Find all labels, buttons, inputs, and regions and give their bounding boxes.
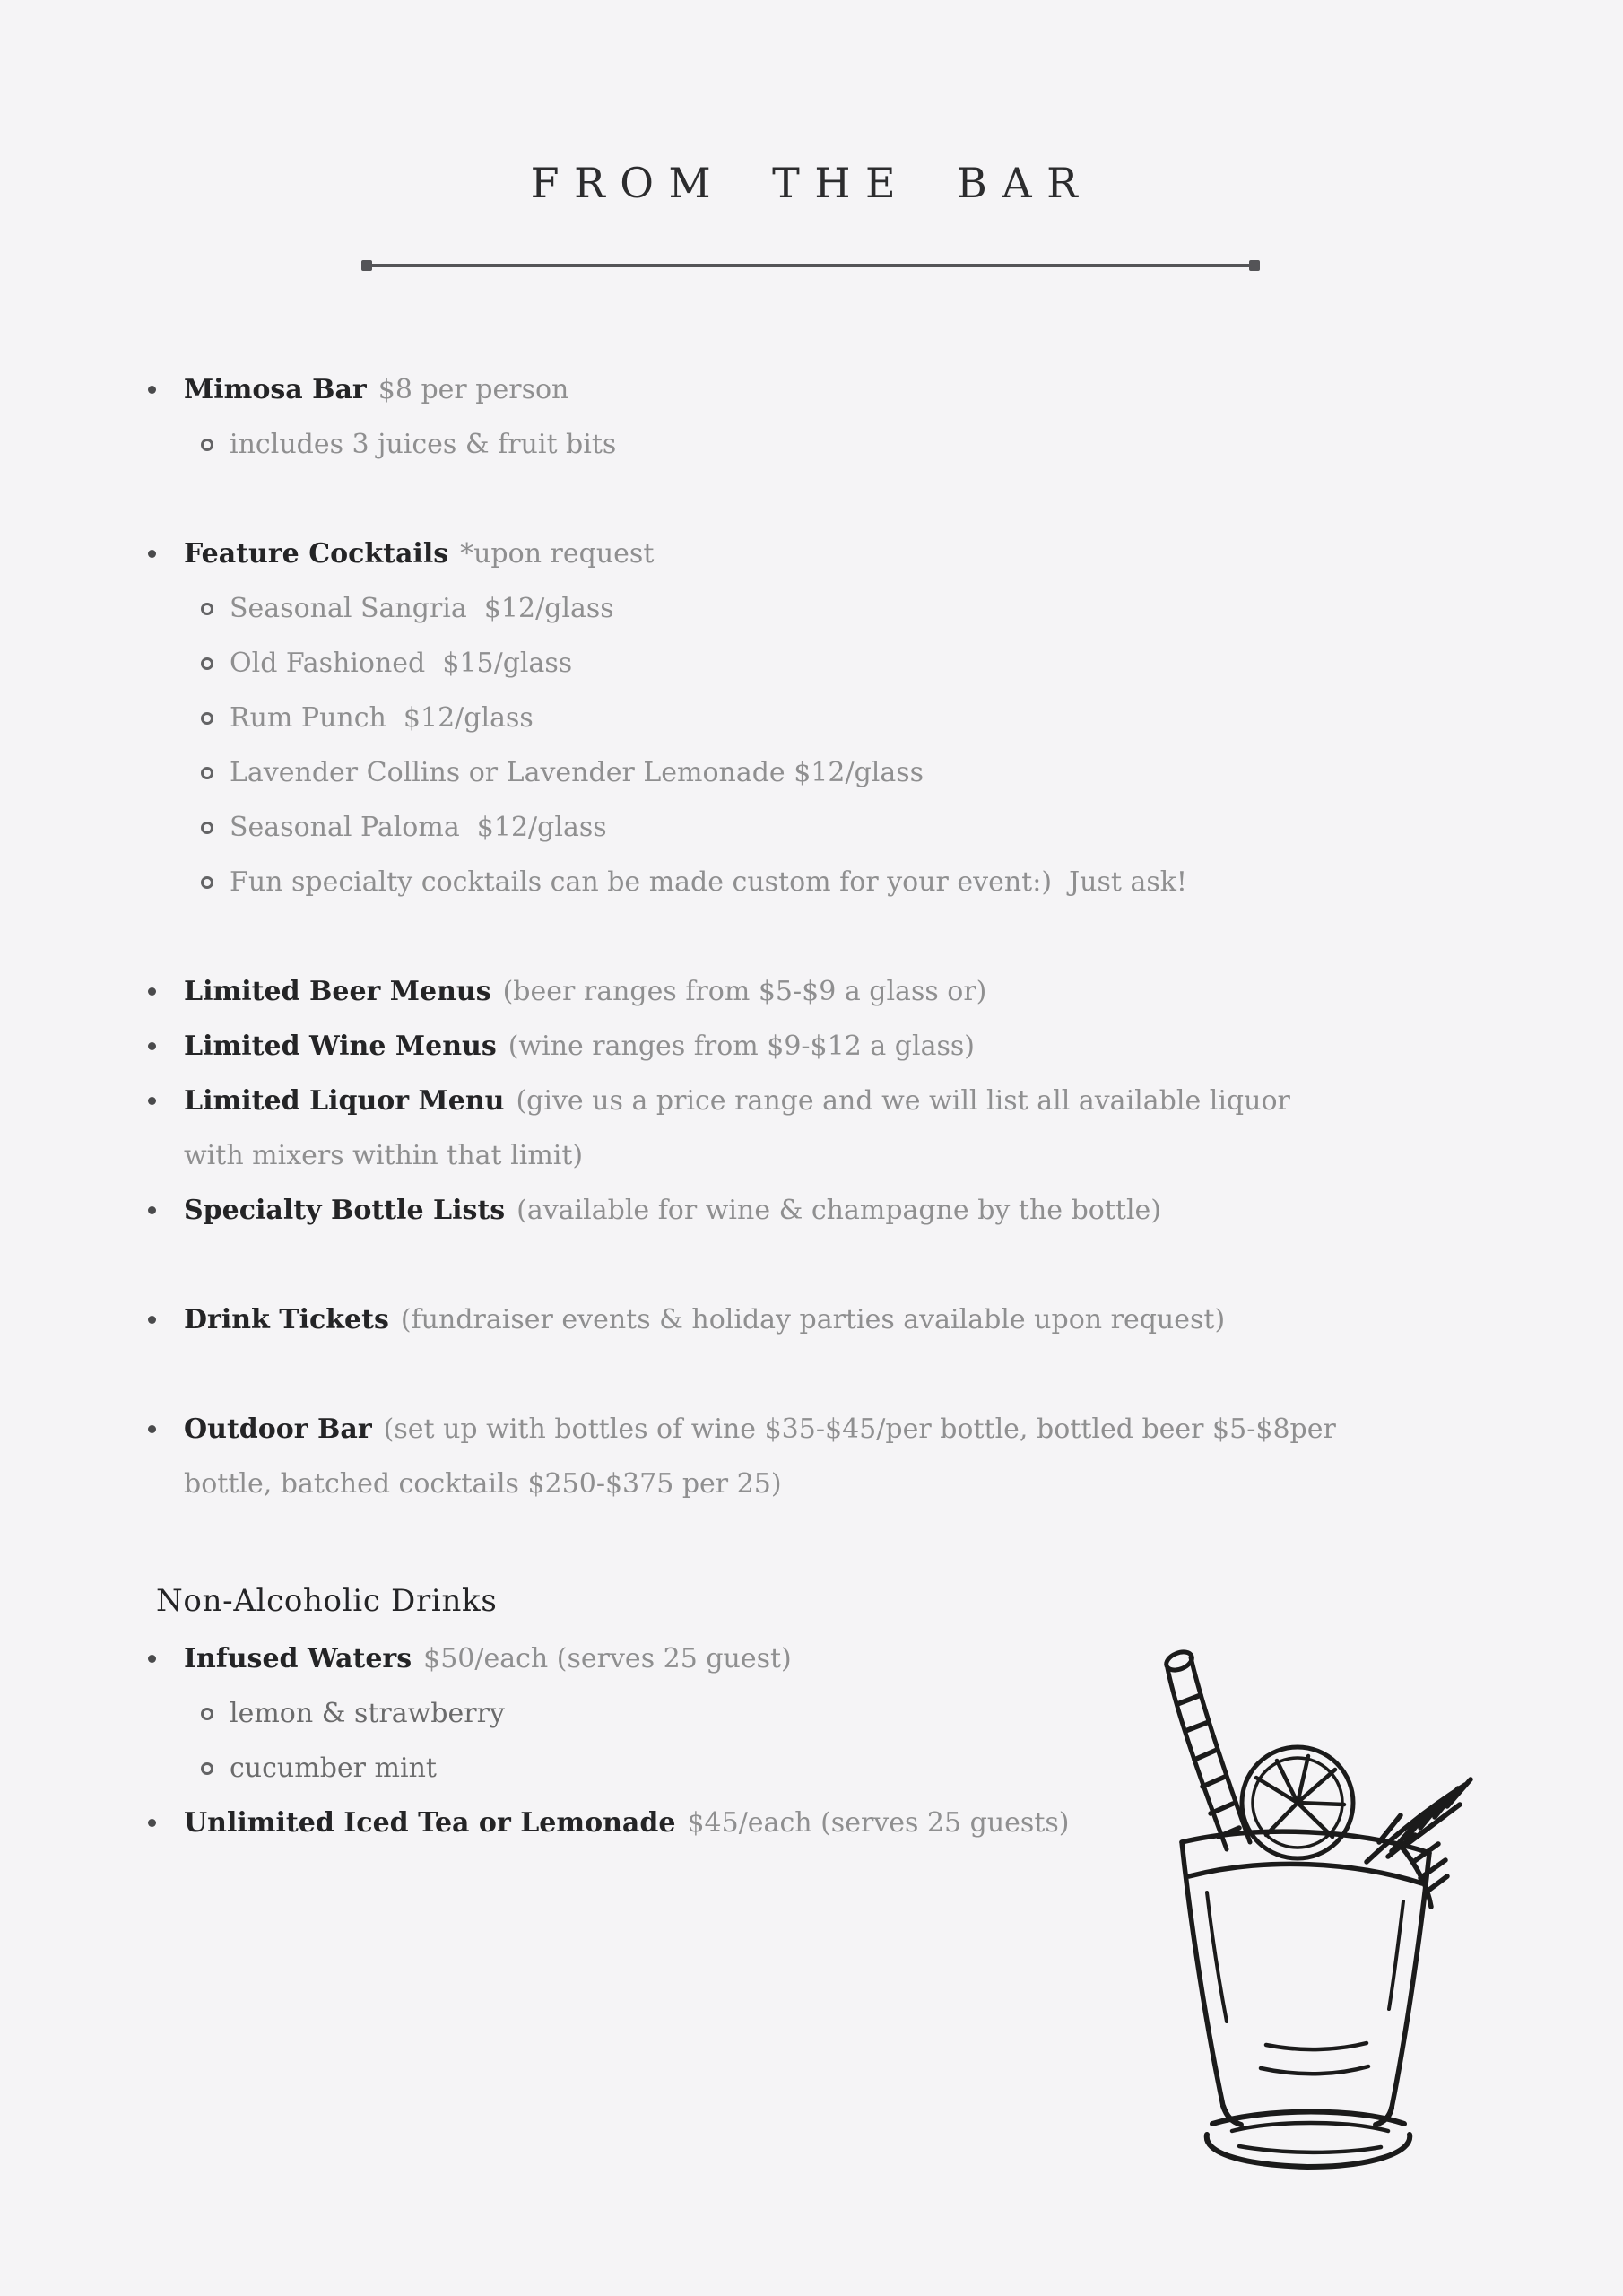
item-description: $50/each (serves 25 guest) [423,1643,792,1674]
menu-group [148,964,1412,1238]
bullet-ring-icon [201,1762,213,1775]
item-description: (wine ranges from $9-$12 a glass) [508,1031,975,1062]
item-name: Feature Cocktails [184,538,449,570]
divider-left-cap-icon [361,260,372,271]
bullet-dot-icon [148,987,156,996]
bullet-ring-icon [201,822,213,834]
item-description: $8 per person [378,374,569,405]
cocktail-sketch-illustration [1132,1622,1490,2196]
menu-item [148,362,1412,417]
bullet-ring-icon [201,1708,213,1720]
item-description: (set up with bottles of wine $35-$45/per bottle, bottled beer $5-$8per bottle, batched cocktails $250-$375 per 25) [184,1413,1345,1500]
item-name: Limited Wine Menus [184,1031,497,1062]
subitem-text: includes 3 juices & fruit bits [230,429,617,460]
menu-item [148,1019,1412,1074]
menu-item [148,1292,1412,1347]
menu-subitem [201,581,1412,636]
bullet-dot-icon [148,1206,156,1214]
bullet-ring-icon [201,603,213,615]
bullet-dot-icon [148,386,156,394]
subitem-text: cucumber mint [230,1752,437,1784]
item-description: $45/each (serves 25 guests) [687,1807,1070,1839]
item-description: (give us a price range and we will list all available liquor with mixers within that limit) [184,1085,1299,1171]
menu-item [148,526,1412,581]
item-description: (beer ranges from $5-$9 a glass or) [502,976,987,1007]
menu-group [148,526,1412,909]
menu-group [148,362,1412,472]
subitem-text: Old Fashioned $15/glass [230,648,573,679]
item-name: Specialty Bottle Lists [184,1195,506,1226]
subitem-text: Fun specialty cocktails can be made custom for your event:) Just ask! [230,866,1187,898]
page-title: FROM THE BAR [530,159,1093,207]
menu-subitem [201,745,1412,800]
item-description: *upon request [460,538,655,570]
bullet-ring-icon [201,767,213,779]
straw-icon [1164,1648,1250,1849]
item-name: Limited Beer Menus [184,976,491,1007]
menu-group [148,1292,1412,1347]
subitem-text: Seasonal Paloma $12/glass [230,812,607,843]
menu-item [148,964,1412,1019]
bullet-ring-icon [201,712,213,725]
menu-item [148,1074,1412,1183]
citrus-slice-icon [1242,1747,1353,1858]
item-name: Unlimited Iced Tea or Lemonade [184,1807,676,1839]
menu-subitem [201,691,1412,745]
section-heading-non-alcoholic: Non-Alcoholic Drinks [156,1583,498,1619]
bullet-ring-icon [201,657,213,670]
bullet-dot-icon [148,1819,156,1827]
item-description: (fundraiser events & holiday parties available upon request) [400,1304,1226,1335]
subitem-text: lemon & strawberry [230,1698,505,1729]
menu-subitem [201,417,1412,472]
subitem-text: Seasonal Sangria $12/glass [230,593,614,624]
bullet-ring-icon [201,439,213,451]
menu-group [148,1402,1412,1511]
menu-subitem [201,636,1412,691]
bullet-dot-icon [148,1316,156,1324]
bullet-dot-icon [148,550,156,558]
bullet-dot-icon [148,1097,156,1105]
bullet-dot-icon [148,1655,156,1663]
item-name: Mimosa Bar [184,374,367,405]
divider-right-cap-icon [1249,260,1260,271]
bullet-dot-icon [148,1425,156,1433]
subitem-text: Rum Punch $12/glass [230,702,534,734]
menu-item [148,1402,1412,1511]
glass-icon [1182,1831,1429,2108]
item-name: Limited Liquor Menu [184,1085,505,1117]
divider [366,264,1255,267]
menu-subitem [201,855,1412,909]
item-name: Drink Tickets [184,1304,389,1335]
item-description: (available for wine & champagne by the bottle) [516,1195,1162,1226]
bullet-dot-icon [148,1042,156,1050]
subitem-text: Lavender Collins or Lavender Lemonade $12/glass [230,757,924,788]
item-name: Outdoor Bar [184,1413,372,1445]
bullet-ring-icon [201,876,213,889]
menu-subitem [201,800,1412,855]
menu-item [148,1183,1412,1238]
item-name: Infused Waters [184,1643,412,1674]
glass-base-icon [1207,2106,1410,2167]
